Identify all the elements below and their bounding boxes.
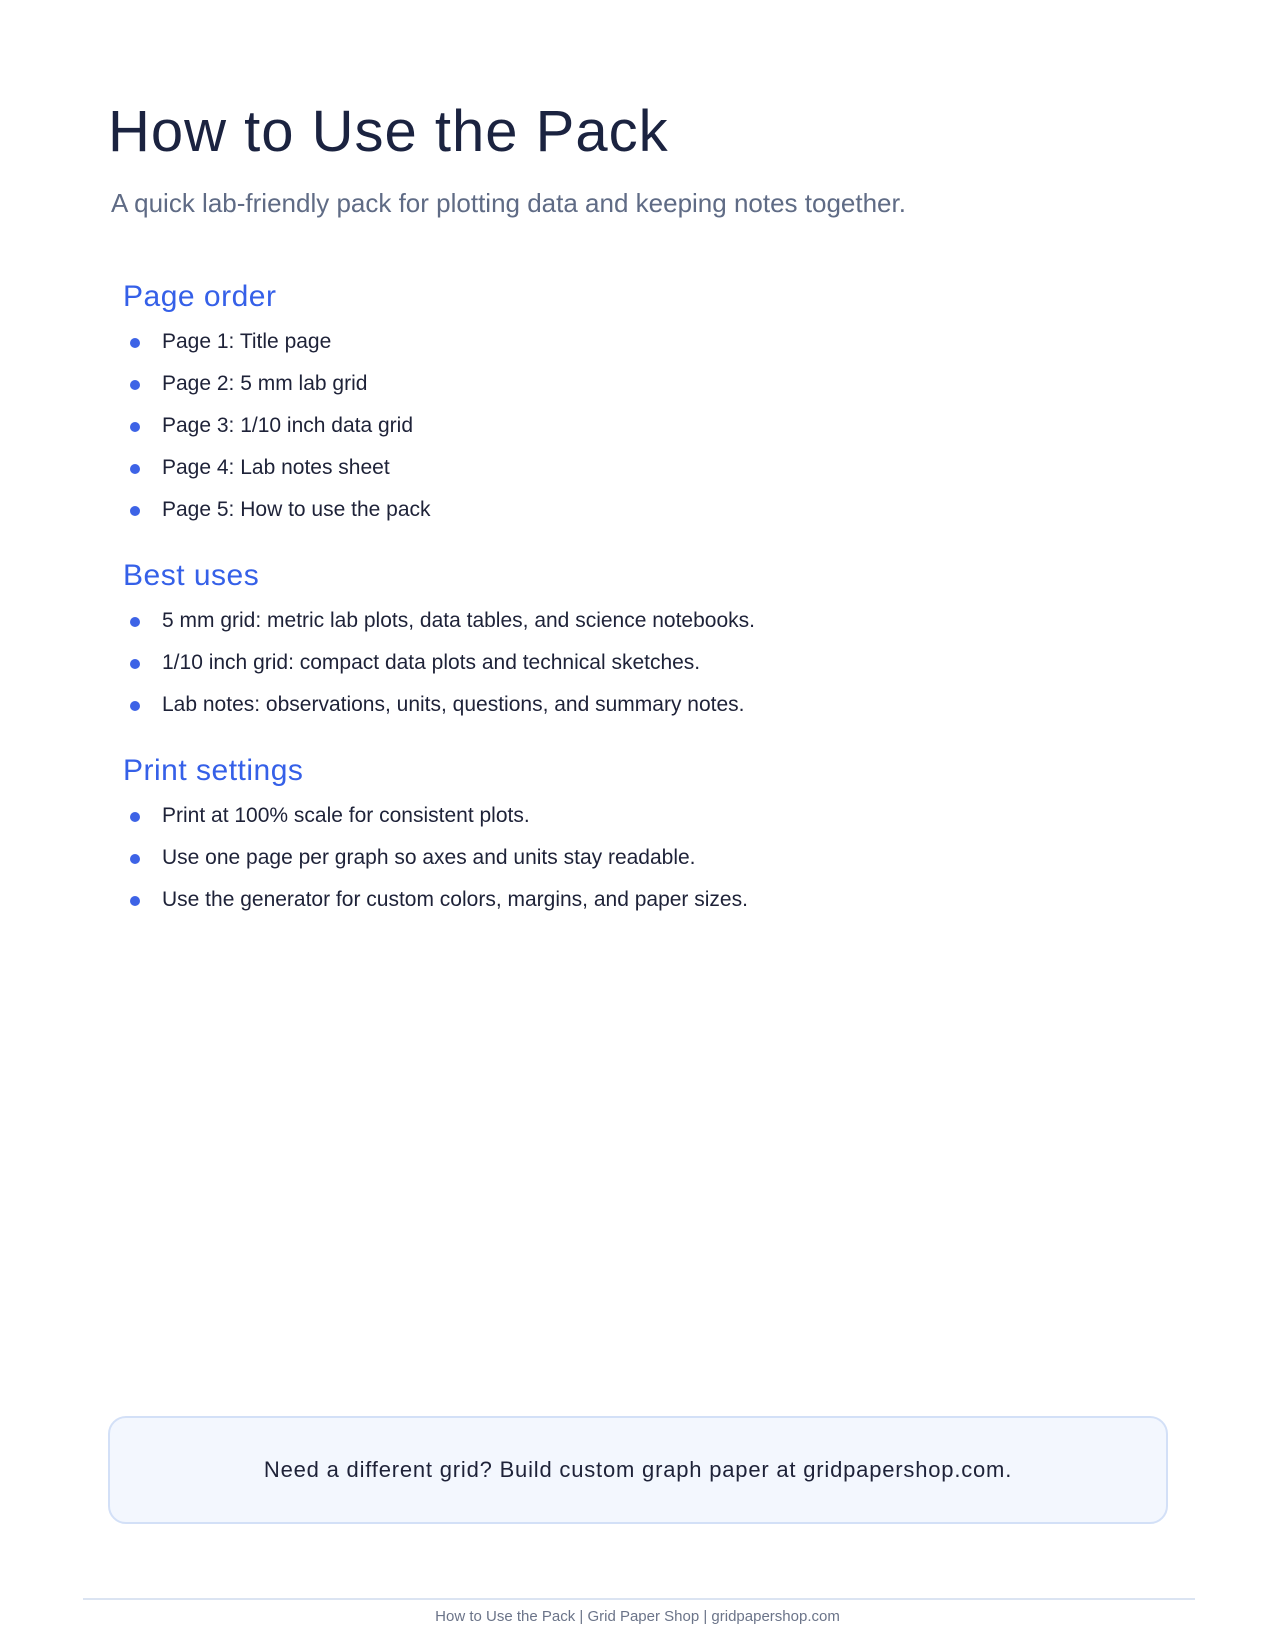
section-heading: Print settings bbox=[123, 754, 304, 787]
section-page-order bbox=[123, 278, 1123, 536]
list-item-text: Page 5: How to use the pack bbox=[162, 498, 431, 521]
list-item bbox=[123, 605, 1123, 647]
section-print-settings bbox=[123, 752, 1123, 926]
cta-callout-box bbox=[108, 1416, 1168, 1524]
bullet-list bbox=[123, 605, 1123, 731]
list-item-text: Page 4: Lab notes sheet bbox=[162, 456, 390, 479]
list-item-text: Print at 100% scale for consistent plots. bbox=[162, 804, 530, 827]
list-item bbox=[123, 410, 1123, 452]
bullet-icon bbox=[130, 422, 140, 432]
list-item bbox=[123, 800, 1123, 842]
list-item-text: Use the generator for custom colors, margins, and paper sizes. bbox=[162, 888, 748, 911]
bullet-icon bbox=[130, 617, 140, 627]
list-item bbox=[123, 326, 1123, 368]
footer-divider bbox=[83, 1598, 1195, 1600]
bullet-icon bbox=[130, 659, 140, 669]
list-item-text: 5 mm grid: metric lab plots, data tables, and science notebooks. bbox=[162, 609, 755, 632]
bullet-icon bbox=[130, 854, 140, 864]
list-item bbox=[123, 494, 1123, 536]
list-item bbox=[123, 884, 1123, 926]
bullet-icon bbox=[130, 506, 140, 516]
bullet-icon bbox=[130, 464, 140, 474]
section-heading: Best uses bbox=[123, 559, 260, 592]
list-item bbox=[123, 647, 1123, 689]
list-item-text: Page 2: 5 mm lab grid bbox=[162, 372, 368, 395]
page-title: How to Use the Pack bbox=[108, 99, 669, 164]
bullet-icon bbox=[130, 812, 140, 822]
list-item-text: 1/10 inch grid: compact data plots and technical sketches. bbox=[162, 651, 701, 674]
bullet-list bbox=[123, 800, 1123, 926]
cta-text: Need a different grid? Build custom graph paper at gridpapershop.com. bbox=[263, 1457, 1013, 1482]
section-best-uses bbox=[123, 557, 1123, 731]
bullet-list bbox=[123, 326, 1123, 536]
page-subtitle: A quick lab-friendly pack for plotting data and keeping notes together. bbox=[111, 188, 906, 218]
list-item-text: Use one page per graph so axes and units stay readable. bbox=[162, 846, 696, 869]
list-item bbox=[123, 452, 1123, 494]
list-item bbox=[123, 689, 1123, 731]
footer-text: How to Use the Pack | Grid Paper Shop | gridpapershop.com bbox=[435, 1608, 840, 1625]
bullet-icon bbox=[130, 338, 140, 348]
section-heading: Page order bbox=[123, 280, 277, 313]
bullet-icon bbox=[130, 380, 140, 390]
list-item-text: Lab notes: observations, units, questions, and summary notes. bbox=[162, 693, 745, 716]
list-item-text: Page 3: 1/10 inch data grid bbox=[162, 414, 414, 437]
bullet-icon bbox=[130, 896, 140, 906]
list-item bbox=[123, 842, 1123, 884]
list-item bbox=[123, 368, 1123, 410]
bullet-icon bbox=[130, 701, 140, 711]
list-item-text: Page 1: Title page bbox=[162, 330, 332, 353]
